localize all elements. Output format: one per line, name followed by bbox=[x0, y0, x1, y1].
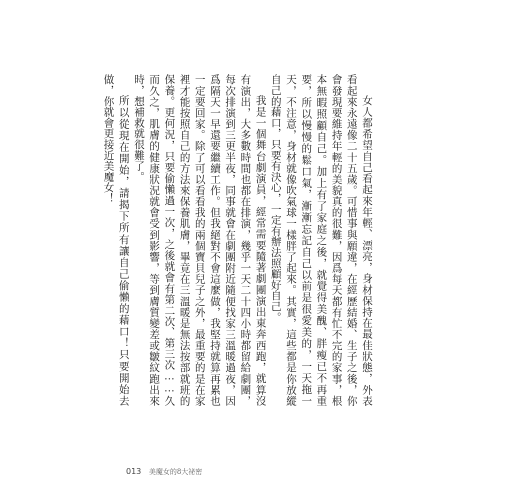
page-footer bbox=[126, 467, 202, 477]
paragraph-3: 所以從現在開始，請揭下所有讓自己偷懶的藉口！只要開始去做，你就會更接近美魔女！ bbox=[102, 74, 130, 406]
page-number: 013 bbox=[126, 467, 142, 476]
paragraph-2: 我是一個舞台劇演員，經常需要隨著劇團演出東奔西跑，就算沒有演出，大多數時間也都在排演，幾乎一天二十四小時都留給劇團，每次排演到三更半夜，同事就會在劇團附近隨便找家三溫暖過夜，因爲隔天一早還要繼續工作。但我絕對不會這麼做，我堅持就算再累也一定要回家。除了可以看看我的兩個寶貝兒子之外，最重要的是在家裡才能按照自己的方法來保養肌膚，畢竟在三溫暖是無法按部就班的保養。更何況，只要偷懶過一次，之後就會有第二次、第三次……久而久之，肌膚的健康狀況就會受到影響，等到膚質變差或皺紋跑出來時，想補救就很難了。 bbox=[132, 74, 267, 406]
paragraph-1: 女人都希望自己看起來年輕、漂亮，身材保持在最佳狀態，外表看起來永遠像二十五歲。可惜事與願違，在經歷結婚、生子之後，你會發現要維持年輕的美貌真的很難，因爲每天都有忙不完的家事，根本無暇照顧自己。加上有了家庭之後，就覺得美醜、胖瘦已不再重要，所以慢慢的鬆口氣，漸漸忘記自己以前是很愛美的，一天拖一天，不注意，身材就像吹氣球一樣胖了起來。其實，這些都是你放縱自己的藉口，只要有決心，一定有辦法照顧好自己。 bbox=[269, 74, 373, 406]
body-text bbox=[102, 74, 374, 406]
running-title: 美魔女的8大祕密 bbox=[148, 468, 203, 476]
